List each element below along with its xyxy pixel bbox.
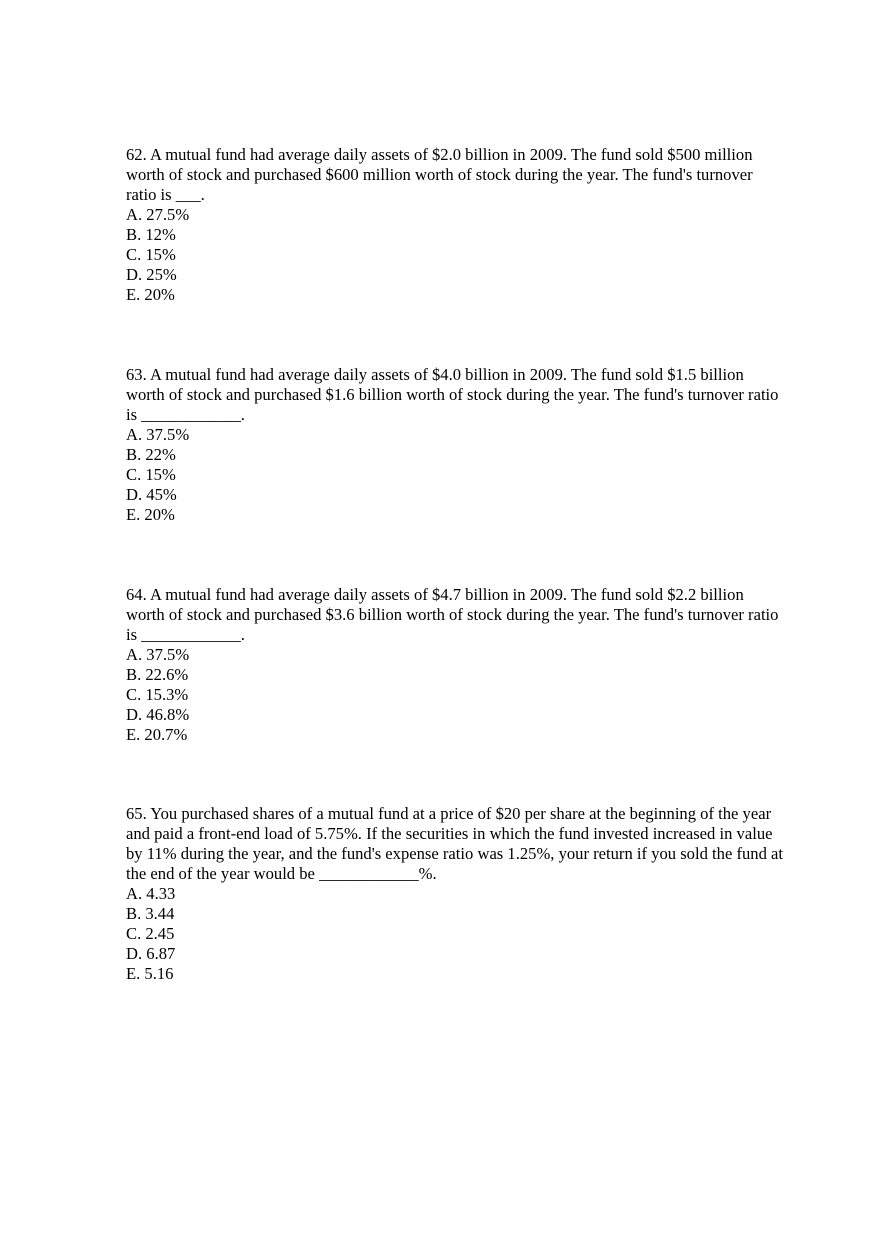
- question-65: [126, 804, 786, 984]
- option-b: B. 12%: [126, 225, 176, 244]
- question-63: [126, 365, 786, 525]
- option-a: A. 37.5%: [126, 645, 190, 664]
- option-b: B. 22.6%: [126, 665, 189, 684]
- option-e: E. 20%: [126, 285, 175, 304]
- option-e: E. 20.7%: [126, 725, 188, 744]
- option-d: D. 6.87: [126, 944, 176, 963]
- option-d: D. 45%: [126, 485, 177, 504]
- question-stem: 64. A mutual fund had average daily assets of $4.7 billion in 2009. The fund sold $2.2 billion worth of stock and purchased $3.6 billion worth of stock during the year. The fund's turnover ratio is ____________.: [126, 585, 779, 644]
- option-c: C. 2.45: [126, 924, 175, 943]
- answer-options: [126, 884, 786, 984]
- option-c: C. 15.3%: [126, 685, 189, 704]
- question-64: [126, 585, 786, 745]
- question-stem: 65. You purchased shares of a mutual fund at a price of $20 per share at the beginning of the year and paid a front-end load of 5.75%. If the securities in which the fund invested increased in value by 11% during the year, and the fund's expense ratio was 1.25%, your return if you sold the fund at the end of the year would be ____________%.: [126, 804, 784, 883]
- option-b: B. 3.44: [126, 904, 175, 923]
- option-d: D. 25%: [126, 265, 177, 284]
- option-d: D. 46.8%: [126, 705, 190, 724]
- answer-options: [126, 645, 786, 745]
- option-a: A. 37.5%: [126, 425, 190, 444]
- option-c: C. 15%: [126, 245, 176, 264]
- option-c: C. 15%: [126, 465, 176, 484]
- option-a: A. 27.5%: [126, 205, 190, 224]
- option-e: E. 5.16: [126, 964, 174, 983]
- answer-options: [126, 425, 786, 525]
- option-a: A. 4.33: [126, 884, 176, 903]
- question-stem: 63. A mutual fund had average daily assets of $4.0 billion in 2009. The fund sold $1.5 billion worth of stock and purchased $1.6 billion worth of stock during the year. The fund's turnover ratio is ____________.: [126, 365, 779, 424]
- option-b: B. 22%: [126, 445, 176, 464]
- question-62: [126, 145, 786, 305]
- question-stem: 62. A mutual fund had average daily assets of $2.0 billion in 2009. The fund sold $500 million worth of stock and purchased $600 million worth of stock during the year. The fund's turnover ratio is ___.: [126, 145, 753, 204]
- option-e: E. 20%: [126, 505, 175, 524]
- answer-options: [126, 205, 786, 305]
